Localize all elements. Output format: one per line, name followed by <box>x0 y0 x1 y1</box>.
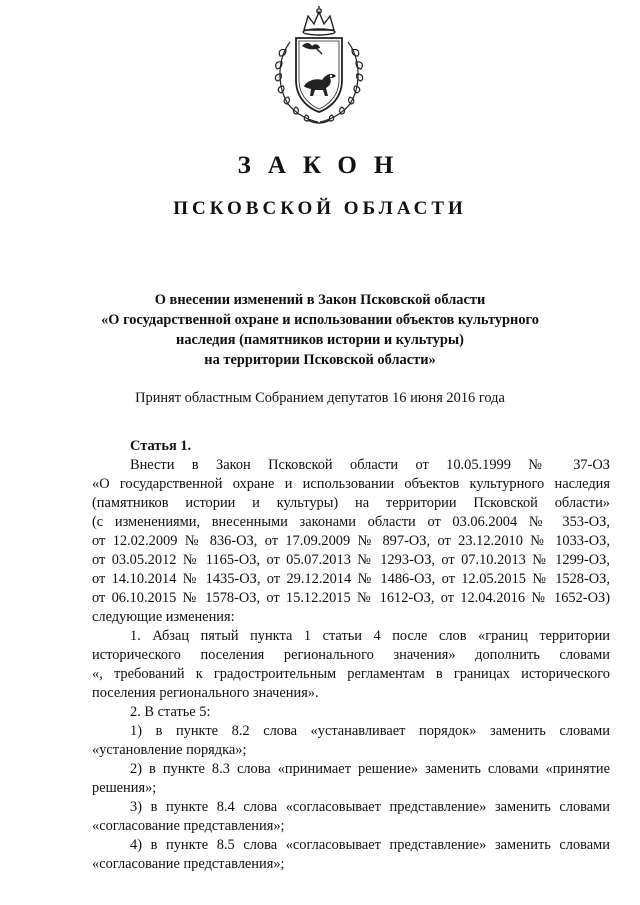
text-line: исторического поселения регионального значения» дополнить словами <box>92 647 610 663</box>
text-line: (с изменениями, внесенными законами области от 03.06.2004 № 353-ОЗ, <box>92 514 610 530</box>
text-line: 4) в пункте 8.5 слова «согласовывает представление» заменить словами <box>130 837 610 853</box>
heading-line: на территории Псковской области» <box>204 352 436 368</box>
text-line: «установление порядка»; <box>92 742 247 758</box>
law-subtitle: ПСКОВСКОЙ ОБЛАСТИ <box>173 198 467 219</box>
article-label: Статья 1. <box>130 438 192 454</box>
text-line: 2. В статье 5: <box>130 704 211 720</box>
text-line: 3) в пункте 8.4 слова «согласовывает представление» заменить словами <box>130 799 610 815</box>
text-line: от 06.10.2015 № 1578-ОЗ, от 15.12.2015 № 1612-ОЗ, от 12.04.2016 № 1652-ОЗ) <box>92 590 610 606</box>
text-line: следующие изменения: <box>92 609 235 625</box>
text-line: 1) в пункте 8.2 слова «устанавливает порядок» заменить словами <box>130 723 610 739</box>
text-line: от 12.02.2009 № 836-ОЗ, от 17.09.2009 № 897-ОЗ, от 23.12.2010 № 1033-ОЗ, <box>92 533 610 549</box>
text-line: Внести в Закон Псковской области от 10.05.1999 № 37-ОЗ <box>130 457 610 473</box>
coat-of-arms-icon <box>268 6 370 128</box>
text-line: «О государственной охране и использовании объектов культурного наследия <box>92 476 610 492</box>
law-heading <box>0 290 640 370</box>
text-line: от 03.05.2012 № 1165-ОЗ, от 05.07.2013 № 1293-ОЗ, от 07.10.2013 № 1299-ОЗ, <box>92 552 610 568</box>
text-line: 1. Абзац пятый пункта 1 статьи 4 после слов «границ территории <box>130 628 610 644</box>
adoption-statement: Принят областным Собранием депутатов 16 июня 2016 года <box>135 390 505 406</box>
article-body <box>92 437 610 874</box>
text-line: «согласование представления»; <box>92 818 285 834</box>
heading-line: О внесении изменений в Закон Псковской области <box>154 292 486 308</box>
law-title: ЗАКОН <box>237 152 411 179</box>
heading-line: наследия (памятников истории и культуры) <box>176 332 464 348</box>
heading-line: «О государственной охране и использовании объектов культурного <box>101 312 539 328</box>
text-line: решения»; <box>92 780 157 796</box>
text-line: от 14.10.2014 № 1435-ОЗ, от 29.12.2014 № 1486-ОЗ, от 12.05.2015 № 1528-ОЗ, <box>92 571 610 587</box>
text-line: «, требований к градостроительным регламентам в границах исторического <box>92 666 610 682</box>
text-line: 2) в пункте 8.3 слова «принимает решение» заменить словами «принятие <box>130 761 610 777</box>
text-line: (памятников истории и культуры) на территории Псковской области» <box>92 495 610 511</box>
text-line: «согласование представления»; <box>92 856 285 872</box>
text-line: поселения регионального значения». <box>92 685 319 701</box>
